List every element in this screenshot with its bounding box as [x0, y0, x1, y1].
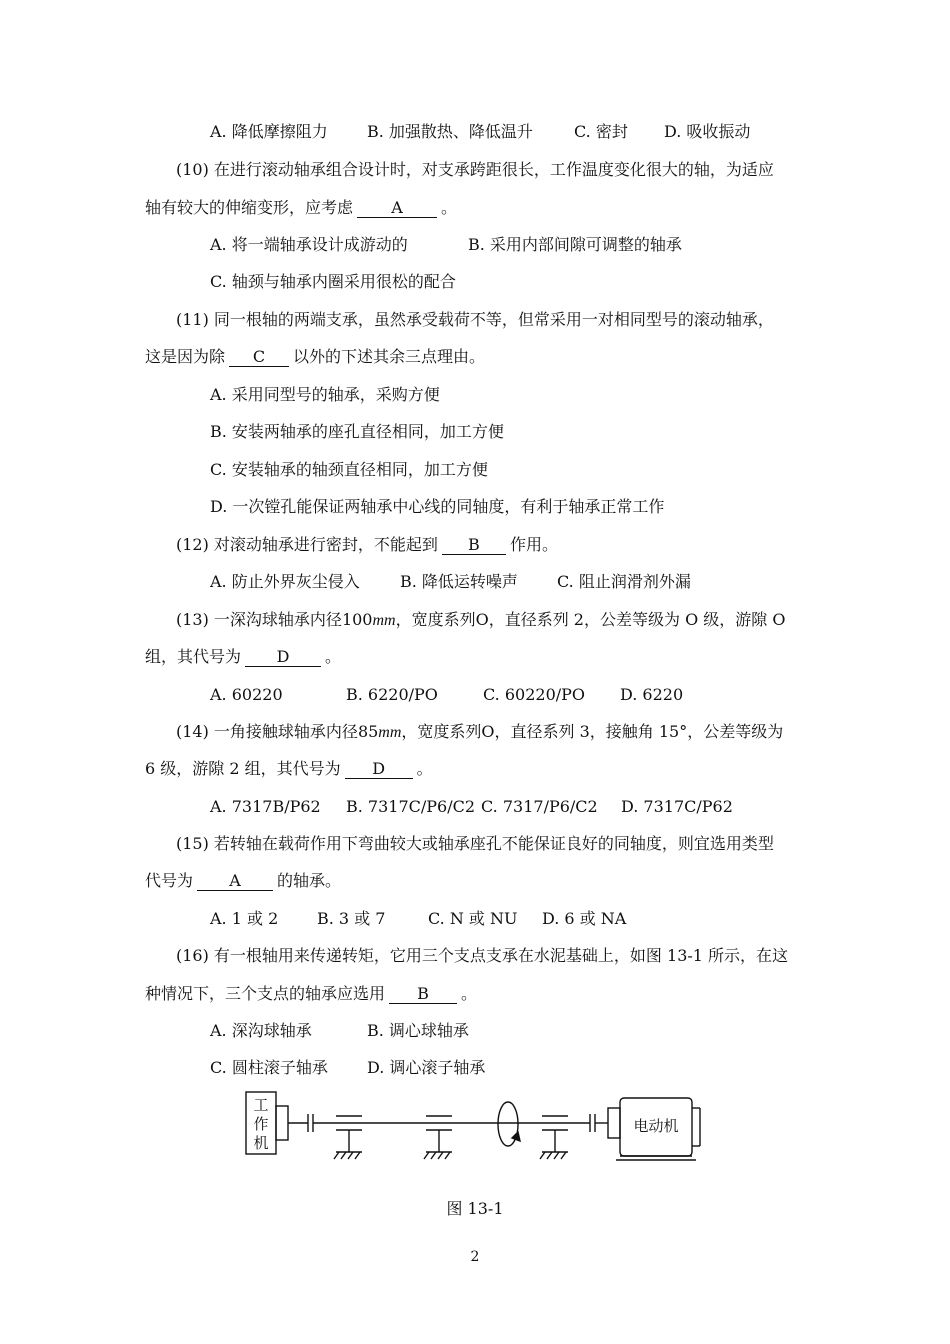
q9-options	[210, 122, 750, 142]
q13-answer-blank: D	[245, 648, 321, 667]
page-number: 2	[470, 1249, 480, 1265]
q14-option-a: A. 7317B/P62	[210, 797, 321, 816]
q15-option-d: D. 6 或 NA	[542, 909, 627, 928]
q15-option-b: B. 3 或 7	[317, 909, 386, 928]
q11-option-a: A. 采用同型号的轴承，采购方便	[210, 385, 440, 404]
q15-stem-end: 的轴承。	[277, 871, 342, 890]
q16-options-row1	[210, 1021, 469, 1041]
q14-option-b: B. 7317C/P6/C2	[346, 797, 476, 816]
q13-stem-text2: 组，其代号为	[145, 647, 242, 666]
q16-answer-blank: B	[389, 985, 457, 1004]
q13-stem-line1	[176, 610, 785, 631]
q16-options-row2	[210, 1058, 485, 1078]
q10-stem-line1: (10) 在进行滚动轴承组合设计时，对支承跨距很长，工作温度变化很大的轴，为适应	[176, 160, 774, 179]
q15-option-a: A. 1 或 2	[210, 909, 279, 928]
shaft-support-figure	[244, 1088, 704, 1168]
q9-option-c: C. 密封	[574, 122, 628, 141]
rotation-arrow-icon	[498, 1102, 520, 1146]
q16-option-d: D. 调心滚子轴承	[367, 1058, 486, 1077]
q10-stem-end: 。	[441, 198, 458, 217]
q12-stem-end: 作用。	[509, 535, 558, 554]
q14-option-d: D. 7317C/P62	[621, 797, 733, 816]
q14-unit: mm	[378, 724, 402, 741]
q14-dimension: 85	[357, 722, 379, 741]
q15-stem-line2	[145, 871, 341, 891]
q11-option-d: D. 一次镗孔能保证两轴承中心线的同轴度，有利于轴承正常工作	[210, 497, 665, 516]
q11-stem-line2	[145, 347, 485, 367]
q12-option-c: C. 阻止润滑剂外漏	[557, 572, 691, 591]
q13-option-a: A. 60220	[210, 685, 283, 704]
q13-stem-text: (13) 一深沟球轴承内径	[176, 610, 342, 629]
q14-stem-text2: 6 级，游隙 2 组，其代号为	[145, 759, 341, 778]
q16-stem-text: 种情况下，三个支点的轴承应选用	[145, 984, 386, 1003]
q14-option-c: C. 7317/P6/C2	[481, 797, 598, 816]
motor-hub	[608, 1108, 620, 1138]
q10-stem-text: 轴有较大的伸缩变形，应考虑	[145, 198, 354, 217]
q12-answer-blank: B	[442, 536, 506, 555]
q16-stem-line1: (16) 有一根轴用来传递转矩，它用三个支点支承在水泥基础上，如图 13-1 所示，在这	[176, 946, 789, 965]
q13-stem-end: 。	[325, 647, 342, 666]
q10-option-a: A. 将一端轴承设计成游动的	[210, 235, 408, 254]
q10-stem-line2	[145, 198, 457, 218]
q14-stem-line2	[145, 759, 433, 779]
q15-answer-blank: A	[197, 872, 273, 891]
q14-stem-line1	[176, 722, 783, 743]
q11-stem-text: 这是因为除	[145, 347, 226, 366]
q14-stem-end: 。	[416, 759, 433, 778]
q9-option-d: D. 吸收振动	[664, 122, 751, 141]
q14-stem-rest: ，宽度系列O，直径系列 3，接触角 15°，公差等级为	[401, 722, 784, 741]
figure-caption: 图 13-1	[446, 1199, 504, 1218]
q12-option-b: B. 降低运转噪声	[400, 572, 518, 591]
q15-stem-line1: (15) 若转轴在载荷作用下弯曲较大或轴承座孔不能保证良好的同轴度，则宜选用类型	[176, 834, 774, 853]
q16-option-a: A. 深沟球轴承	[210, 1021, 312, 1040]
q16-option-c: C. 圆柱滚子轴承	[210, 1058, 328, 1077]
q16-stem-line2	[145, 984, 477, 1004]
work-machine-char-2: 作	[253, 1115, 269, 1133]
q11-option-c: C. 安装轴承的轴颈直径相同，加工方便	[210, 460, 488, 479]
q14-answer-blank: D	[345, 760, 413, 779]
q12-option-a: A. 防止外界灰尘侵入	[210, 572, 360, 591]
q15-options	[210, 909, 626, 929]
q12-stem	[176, 535, 558, 555]
q13-unit: mm	[372, 612, 396, 629]
q13-options	[210, 685, 683, 705]
q11-answer-blank: C	[229, 348, 289, 367]
q13-option-b: B. 6220/PO	[346, 685, 438, 704]
work-machine-hub	[276, 1106, 288, 1140]
q11-stem-end: 以外的下述其余三点理由。	[293, 347, 486, 366]
work-machine-char-1: 工	[253, 1096, 269, 1114]
q14-options	[210, 797, 733, 817]
q13-option-c: C. 60220/PO	[483, 685, 586, 704]
q10-options-row1	[210, 235, 682, 255]
q10-answer-blank: A	[357, 199, 437, 218]
q16-stem-end: 。	[461, 984, 478, 1003]
q15-stem-text: 代号为	[145, 871, 194, 890]
q9-option-a: A. 降低摩擦阻力	[210, 122, 328, 141]
q14-stem-text: (14) 一角接触球轴承内径	[176, 722, 358, 741]
q13-dimension: 100	[341, 610, 373, 629]
q11-stem-line1: (11) 同一根轴的两端支承，虽然承受载荷不等，但常采用一对相同型号的滚动轴承，	[176, 310, 774, 329]
q13-option-d: D. 6220	[620, 685, 684, 704]
work-machine-char-3: 机	[253, 1134, 269, 1152]
q9-option-b: B. 加强散热、降低温升	[367, 122, 533, 141]
q10-option-c: C. 轴颈与轴承内圈采用很松的配合	[210, 272, 456, 291]
q12-options	[210, 572, 691, 592]
q16-option-b: B. 调心球轴承	[367, 1021, 469, 1040]
q15-option-c: C. N 或 NU	[428, 909, 518, 928]
motor-label: 电动机	[633, 1117, 679, 1135]
q11-option-b: B. 安装两轴承的座孔直径相同，加工方便	[210, 422, 504, 441]
q12-stem-text: (12) 对滚动轴承进行密封，不能起到	[176, 535, 438, 554]
q10-option-b: B. 采用内部间隙可调整的轴承	[468, 235, 682, 254]
q13-stem-line2	[145, 647, 341, 667]
q13-stem-rest: ，宽度系列O，直径系列 2，公差等级为 O 级，游隙 O	[395, 610, 786, 629]
